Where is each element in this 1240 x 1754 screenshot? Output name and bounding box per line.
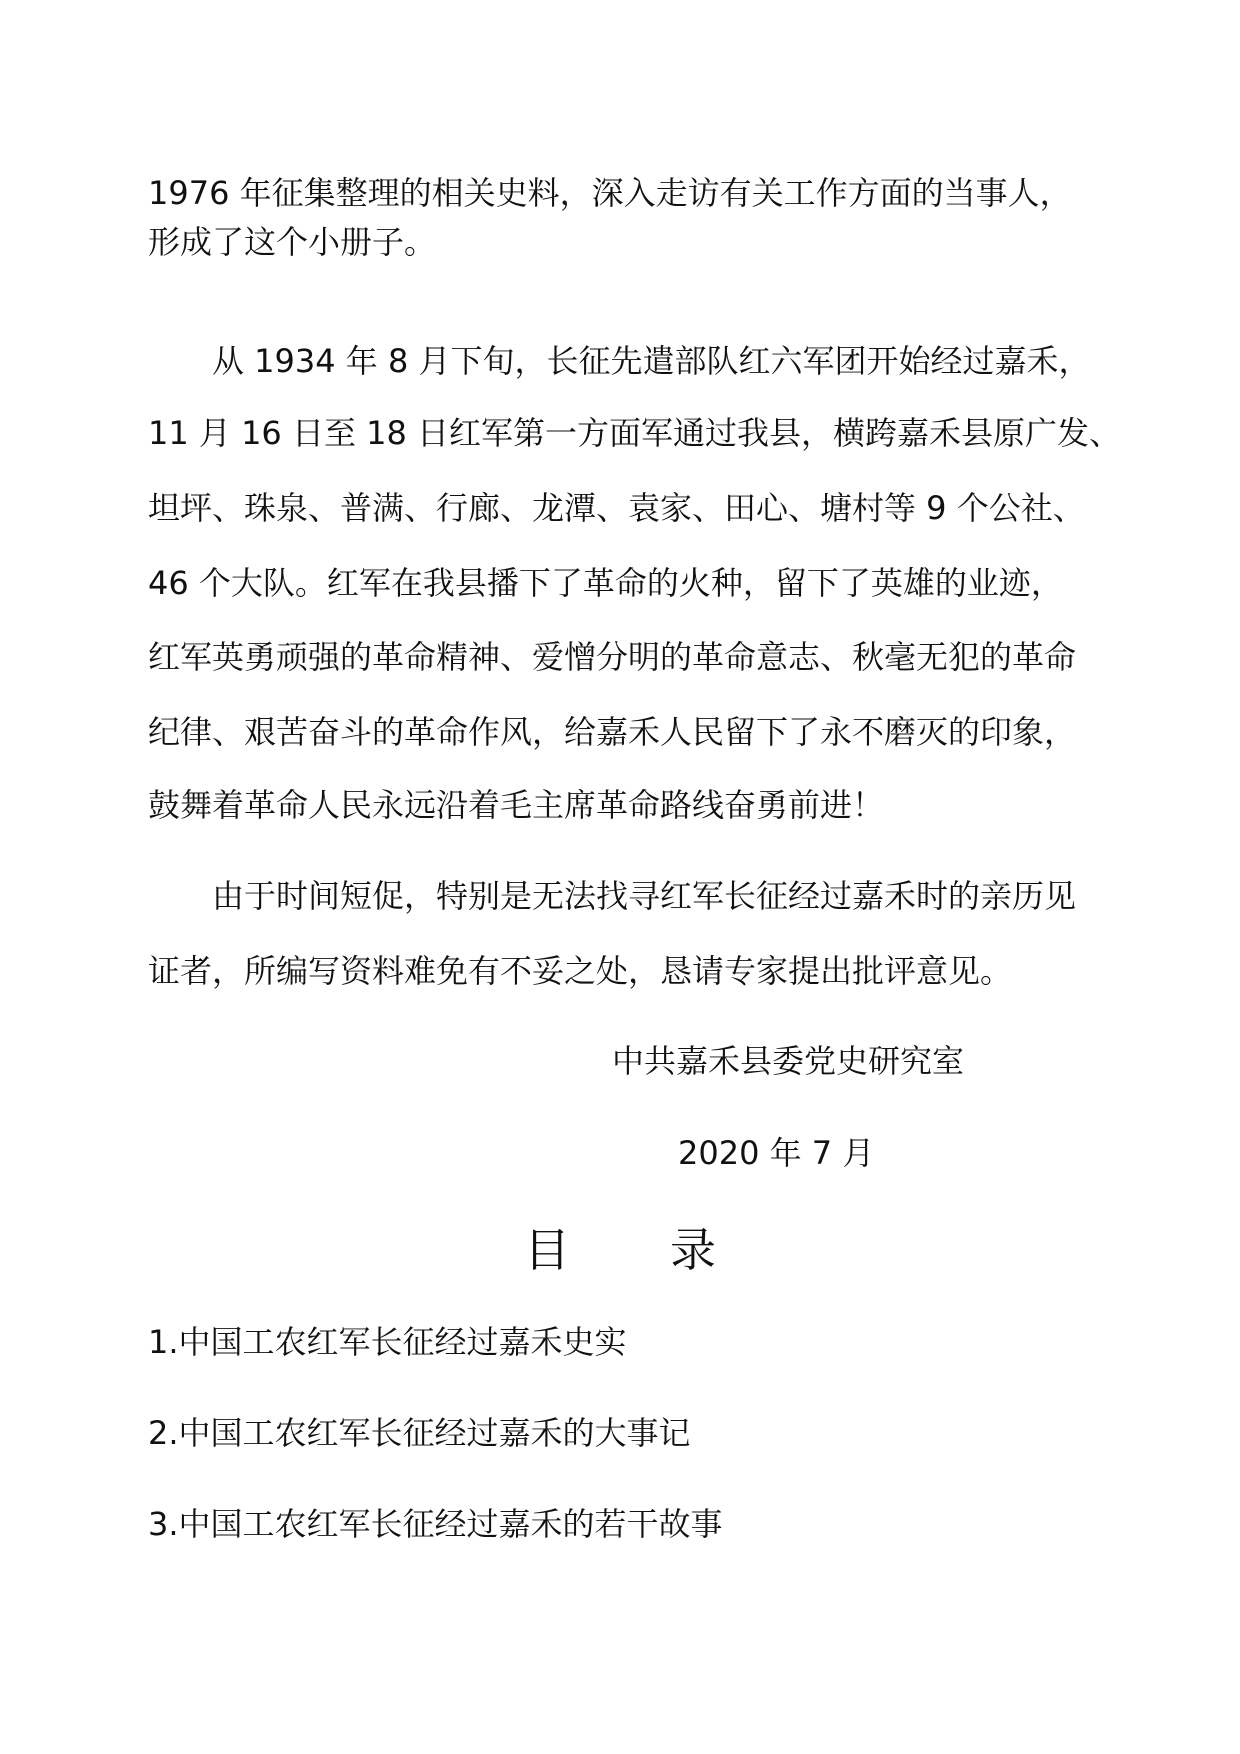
paragraph-1-line-2: 形成了这个小册子。: [148, 223, 437, 261]
signature-date: 2020 年 7 月: [678, 1134, 875, 1172]
paragraph-2-line-4: 46 个大队。红军在我县播下了革命的火种，留下了英雄的业迹，: [148, 564, 1063, 602]
toc-title-char-2: 录: [670, 1223, 716, 1277]
toc-item-2: 2.中国工农红军长征经过嘉禾的大事记: [148, 1414, 691, 1452]
paragraph-2-line-7: 鼓舞着革命人民永远沿着毛主席革命路线奋勇前进！: [148, 786, 885, 824]
toc-title-char-1: 目: [524, 1223, 570, 1277]
paragraph-3-line-2: 证者，所编写资料难免有不妥之处，恳请专家提出批评意见。: [148, 952, 1013, 990]
toc-title: [0, 1222, 1240, 1278]
signature-organization: 中共嘉禾县委党史研究室: [612, 1042, 965, 1080]
toc-item-3: 3.中国工农红军长征经过嘉禾的若干故事: [148, 1505, 723, 1543]
paragraph-1-line-1: 1976 年征集整理的相关史料，深入走访有关工作方面的当事人，: [148, 174, 1072, 212]
paragraph-2-line-3: 坦坪、珠泉、普满、行廊、龙潭、袁家、田心、塘村等 9 个公社、: [148, 489, 1085, 527]
toc-item-1: 1.中国工农红军长征经过嘉禾史实: [148, 1323, 627, 1361]
paragraph-2-line-6: 纪律、艰苦奋斗的革命作风，给嘉禾人民留下了永不磨灭的印象，: [148, 713, 1077, 751]
paragraph-2-line-1: 从 1934 年 8 月下旬，长征先遣部队红六军团开始经过嘉禾，: [212, 342, 1091, 380]
paragraph-2-line-2: 11 月 16 日至 18 日红军第一方面军通过我县，横跨嘉禾县原广发、: [148, 414, 1122, 452]
paragraph-3-line-1: 由于时间短促，特别是无法找寻红军长征经过嘉禾时的亲历见: [212, 877, 1077, 915]
paragraph-2-line-5: 红军英勇顽强的革命精神、爱憎分明的革命意志、秋毫无犯的革命: [148, 638, 1077, 676]
